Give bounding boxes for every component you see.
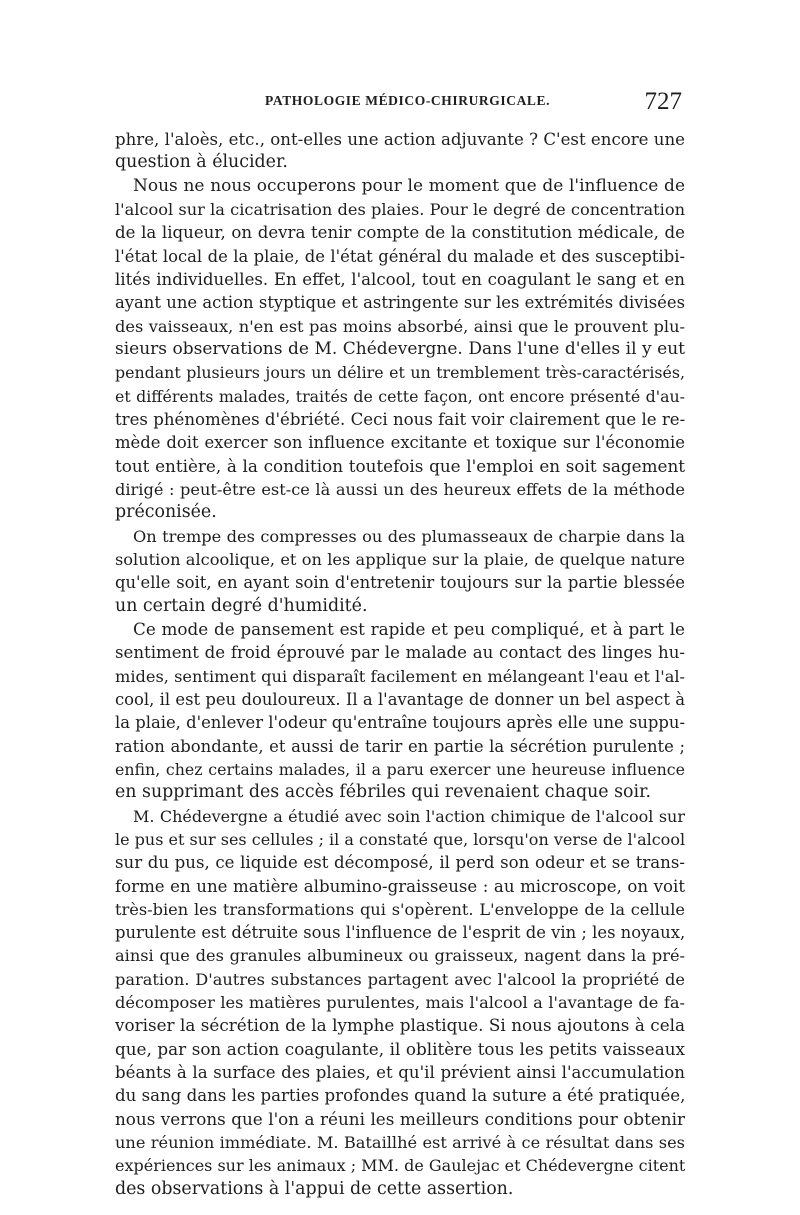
text-line: le pus et sur ses cellules ; il a constaté que, lorsqu'on verse de l'alcool [115,829,685,849]
text-line: sentiment de froid éprouvé par le malade au contact des linges hu- [115,643,685,663]
text-line: question à élucider. [115,152,288,173]
text-line: On trempe des compresses ou des plumasseaux de charpie dans la [133,526,685,546]
text-line: du sang dans les parties profondes quand la suture a été pratiquée, [115,1086,685,1106]
running-title: PATHOLOGIE MÉDICO-CHIRURGICALE. [265,93,551,108]
text-line: voriser la sécrétion de la lymphe plastique. Si nous ajoutons à cela [115,1015,685,1036]
text-line: béants à la surface des plaies, et qu'il prévient ainsi l'accumulation [115,1063,685,1083]
text-line: dirigé : peut-être est-ce là aussi un des heureux effets de la méthode [115,479,685,499]
text-line: solution alcoolique, et on les applique sur la plaie, de quelque nature [115,549,685,569]
text-line: mides, sentiment qui disparaît facilement en mélangeant l'eau et l'al- [115,666,685,686]
text-line: une réunion immédiate. M. Bataillhé est arrivé à ce résultat dans ses [115,1133,685,1153]
text-line: sieurs observations de M. Chédevergne. Dans l'une d'elles il y eut [115,338,685,359]
text-line: de la liqueur, on devra tenir compte de la constitution médicale, de [115,223,685,243]
text-line: ayant une action styptique et astringente sur les extrémités divisées [115,293,685,313]
text-line: enfin, chez certains malades, il a paru exercer une heureuse influence [115,759,685,779]
text-line: Ce mode de pansement est rapide et peu compliqué, et à part le [133,618,685,639]
text-line: préconisée. [115,502,217,523]
text-line: des observations à l'appui de cette assertion. [115,1178,514,1199]
text-line: ration abondante, et aussi de tarir en partie la sécrétion purulente ; [115,736,685,756]
text-line: très-bien les transformations qui s'opèrent. L'enveloppe de la cellule [115,899,685,919]
text-line: mède doit exercer son influence excitante et toxique sur l'économie [115,433,685,453]
body-text [115,128,685,1201]
text-line: expériences sur les animaux ; MM. de Gaulejac et Chédevergne citent [115,1156,685,1176]
text-line: paration. D'autres substances partagent avec l'alcool la propriété de [115,969,685,989]
text-line: ainsi que des granules albumineux ou graisseux, nagent dans la pré- [115,946,685,966]
text-line: l'état local de la plaie, de l'état général du malade et des susceptibi- [115,246,685,266]
text-line: décomposer les matières purulentes, mais l'alcool a l'avantage de fa- [115,993,685,1013]
page-header [115,88,682,124]
text-line: qu'elle soit, en ayant soin d'entretenir toujours sur la partie blessée [115,573,685,593]
text-line: des vaisseaux, n'en est pas moins absorbé, ainsi que le prouvent plu- [115,316,685,336]
text-line: forme en une matière albumino-graisseuse : au microscope, on voit [115,876,685,896]
text-line: sur du pus, ce liquide est décomposé, il perd son odeur et se trans- [115,853,685,873]
text-line: tres phénomènes d'ébriété. Ceci nous fait voir clairement que le re- [115,409,685,429]
text-line: purulente est détruite sous l'influence de l'esprit de vin ; les noyaux, [115,923,685,943]
text-line: en supprimant des accès fébriles qui revenaient chaque soir. [115,782,652,803]
text-line: pendant plusieurs jours un délire et un tremblement très-caractérisés, [115,363,685,383]
text-line: cool, il est peu douloureux. Il a l'avantage de donner un bel aspect à [115,689,685,709]
text-line: nous verrons que l'on a réuni les meilleurs conditions pour obtenir [115,1108,685,1129]
text-line: un certain degré d'humidité. [115,595,368,616]
text-line: que, par son action coagulante, il oblitère tous les petits vaisseaux [115,1038,685,1059]
text-line: phre, l'aloès, etc., ont-elles une action adjuvante ? C'est encore une [115,130,685,149]
page-number: 727 [644,88,682,115]
text-line: Nous ne nous occuperons pour le moment que de l'influence de [133,175,685,196]
text-line: lités individuelles. En effet, l'alcool, tout en coagulant le sang et en [115,269,685,289]
text-line: tout entière, à la condition toutefois que l'emploi en soit sagement [115,455,685,476]
text-line: M. Chédevergne a étudié avec soin l'action chimique de l'alcool sur [133,806,685,826]
text-line: l'alcool sur la cicatrisation des plaies. Pour le degré de concentration [115,199,685,219]
text-line: la plaie, d'enlever l'odeur qu'entraîne toujours après elle une suppu- [115,713,685,733]
text-line: et différents malades, traités de cette façon, ont encore présenté d'au- [115,386,685,406]
